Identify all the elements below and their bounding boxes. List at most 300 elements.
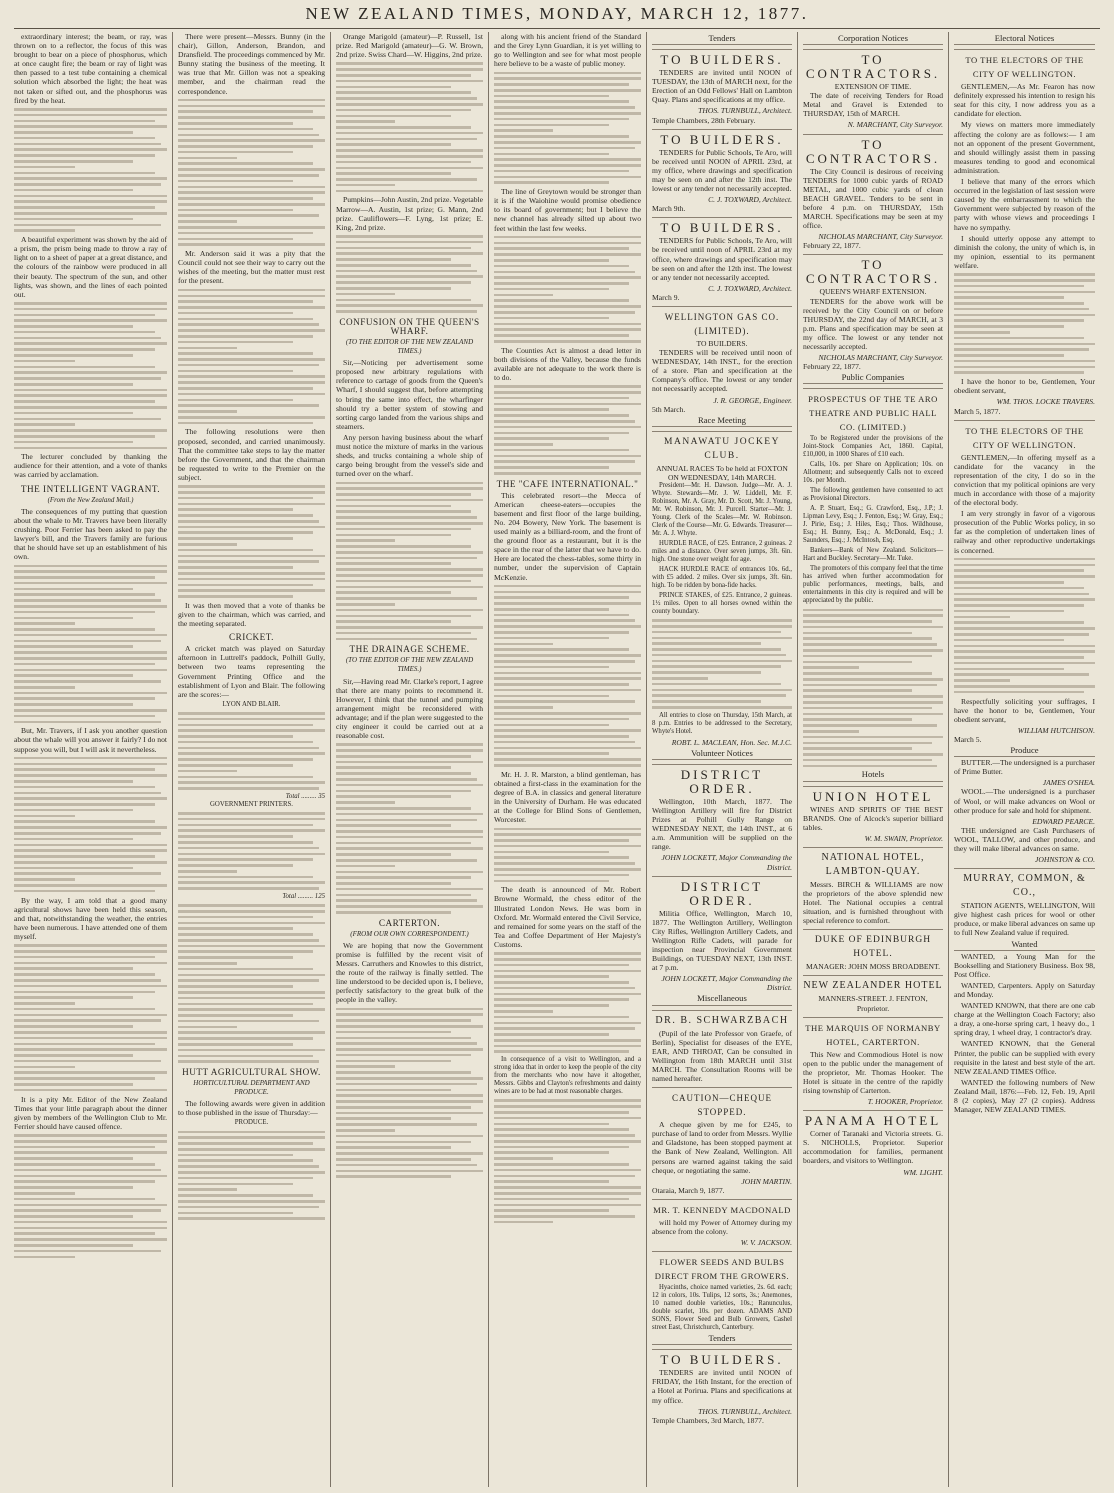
text-line (178, 128, 313, 131)
text-line (336, 824, 451, 827)
text-line (494, 683, 629, 686)
text-line (14, 1014, 167, 1017)
text-line (336, 499, 483, 502)
text-line (14, 189, 133, 192)
text-line (336, 597, 477, 600)
text-line (178, 1188, 237, 1191)
text-line (494, 747, 641, 750)
ad-heading: MANAWATU JOCKEY CLUB. (652, 431, 792, 463)
text-line (14, 435, 155, 438)
text-line (336, 545, 471, 548)
text-lines (954, 273, 1095, 374)
text-line (494, 247, 629, 250)
ad-signature: N. MARCHANT, City Surveyor. (847, 120, 943, 130)
text-line (494, 1016, 629, 1019)
text-line (494, 648, 629, 651)
text-line (178, 847, 319, 850)
score-heading: GOVERNMENT PRINTERS. (210, 800, 293, 808)
text-line (652, 625, 792, 628)
text-lines (178, 289, 325, 425)
text-line (494, 1146, 629, 1149)
paragraph: along with his ancient friend of the Standard and the Grey Lynn Guardian, it is yet willing to go to Wellington and see for what most people here believe to be a waste of public money. (494, 32, 641, 69)
ad-subheading: EXTENSION OF TIME. (834, 82, 912, 92)
text-line (494, 1105, 641, 1108)
ad-text: The following gentlemen have consented to act as Provisional Directors. (803, 487, 943, 503)
article-subtitle: HORTICULTURAL DEPARTMENT AND PRODUCE. (193, 1079, 310, 1097)
text-line (178, 812, 325, 815)
text-line (14, 125, 167, 128)
text-line (178, 853, 325, 856)
text-line (14, 1209, 161, 1212)
text-line (494, 706, 553, 709)
text-line (336, 516, 477, 519)
text-line (954, 325, 1064, 328)
text-line (494, 998, 629, 1001)
text-line (14, 605, 167, 608)
text-line (14, 991, 155, 994)
text-line (336, 522, 483, 525)
article-title: THE "CAFE INTERNATIONAL." (496, 478, 639, 489)
text-line (14, 588, 133, 591)
text-line (178, 922, 325, 925)
text-line (336, 790, 471, 793)
article-subtitle: (TO THE EDITOR OF THE NEW ZEALAND TIMES.) (345, 337, 474, 356)
text-line (14, 867, 133, 870)
text-line (14, 1163, 155, 1166)
section-header: Public Companies (803, 373, 943, 384)
text-line (178, 381, 325, 384)
text-line (178, 589, 325, 592)
ad-heading: MR. T. KENNEDY MACDONALD (652, 1199, 792, 1217)
text-line (14, 576, 155, 579)
ad-signature: NICHOLAS MARCHANT, City Surveyor. (818, 353, 943, 363)
text-line (14, 686, 75, 689)
ad-heading: DR. B. SCHWARZBACH (652, 1010, 792, 1028)
text-line (336, 178, 477, 181)
text-line (336, 80, 483, 83)
text-line (178, 289, 325, 292)
text-line (494, 666, 609, 669)
text-line (336, 1060, 451, 1063)
text-line (14, 703, 133, 706)
text-line (14, 1037, 167, 1040)
text-line (336, 1031, 451, 1034)
ad-text: TENDERS are invited until NOON of FRIDAY, the 16th Instant, for the erection of a Hotel at Porirua. Plans and specifications at my office. (652, 1368, 792, 1405)
text-line (336, 638, 477, 641)
text-line (14, 337, 161, 340)
text-line (803, 736, 943, 739)
text-line (652, 700, 761, 703)
text-line (178, 560, 319, 563)
text-line (178, 991, 325, 994)
ad-text: will hold my Power of Attorney during my absence from the colony. (652, 1217, 792, 1236)
text-line (14, 418, 161, 421)
text-line (652, 654, 786, 657)
text-line (178, 595, 293, 598)
text-line (954, 598, 1095, 601)
text-line (336, 1170, 483, 1173)
text-line (178, 572, 325, 575)
ad-text: A. P. Stuart, Esq.; G. Crawford, Esq., J.P.; J. Lipman Levy, Esq.; J. Fenton, Esq.; W. Gray, Esq.; J. Pirie, Esq.; J. Hiles, Esq.; Thos. Wildhouse, Esq.; H. Bunny, Esq.; A. McDonald, Esq.; J. Saunders, Esq.; J. McIntosh, Esq. (803, 505, 943, 545)
text-line (336, 591, 451, 594)
ad-text: Corner of Taranaki and Victoria streets. G. S. NICHOLLS, Proprietor. Superior accommodation for families, permanent boarders, and visitors to Wellington. (803, 1129, 943, 1166)
text-line (14, 582, 167, 585)
text-line (494, 1033, 609, 1036)
text-line (494, 305, 641, 308)
text-line (494, 1027, 635, 1030)
text-line (336, 836, 483, 839)
text-line (14, 786, 155, 789)
text-line (14, 224, 161, 227)
text-line (178, 209, 293, 212)
text-line (494, 1180, 609, 1183)
ad-heading: TO THE ELECTORS OF THE CITY OF WELLINGTON. (954, 49, 1095, 81)
text-lines (494, 952, 641, 1053)
text-line (14, 114, 167, 117)
text-line (178, 741, 313, 744)
text-line (494, 147, 635, 150)
text-line (494, 106, 635, 109)
text-line (803, 713, 943, 716)
text-line (494, 299, 629, 302)
text-line (954, 285, 1084, 288)
text-line (14, 967, 133, 970)
text-line (336, 568, 483, 571)
text-line (494, 856, 629, 859)
text-line (178, 904, 325, 907)
text-line (494, 828, 641, 831)
ad-text: TENDERS for Public Schools, Te Aro, will be received until NOON of APRIL 23rd, at my office, where drawings and specification may be seen on and after the 12th inst. The lowest or any tender not necessarily accepted. (652, 147, 792, 194)
ad-text: GENTLEMEN,—In offering myself as a candidate for the vacancy in the representation of the city, I do so in the conviction that my political opinions are very much in accordance with those of a majority of the electoral body. (954, 452, 1095, 508)
text-line (14, 844, 167, 847)
text-line (178, 870, 237, 873)
text-line (803, 643, 937, 646)
ad-text: WOOL.—The undersigned is a purchaser of Wool, or will make advances on Wool or other produce for sale and hold for shipment. (954, 787, 1095, 815)
text-line (954, 308, 1089, 311)
text-line (803, 689, 912, 692)
text-line (14, 400, 155, 403)
text-line (14, 645, 133, 648)
ad-heading: UNION HOTEL (803, 786, 943, 804)
article-title: THE INTELLIGENT VAGRANT. (20, 483, 161, 494)
text-line (803, 614, 943, 617)
text-line (336, 1129, 395, 1132)
text-line (14, 429, 167, 432)
text-line (14, 200, 167, 203)
text-line (494, 654, 641, 657)
text-line (336, 270, 477, 273)
text-line (336, 1048, 483, 1051)
text-line (178, 508, 293, 511)
article-subtitle: (FROM OUR OWN CORRESPONDENT.) (350, 929, 469, 938)
text-line (336, 795, 451, 798)
ad-heading: WELLINGTON GAS CO. (LIMITED). (652, 306, 792, 338)
text-line (14, 383, 133, 386)
text-line (336, 574, 483, 577)
text-line (336, 778, 477, 781)
text-line (336, 1158, 471, 1161)
text-line (178, 818, 325, 821)
text-line (336, 235, 483, 238)
text-line (803, 759, 932, 762)
paragraph: Any person having business about the wharf must notice the mixture of marks in the various sheds, and trucks containing a whole ship of cargo being brought from the vessel's side and turned over on the wharf. (336, 432, 483, 479)
text-line (14, 1215, 133, 1218)
text-line (336, 293, 395, 296)
text-line (954, 621, 1084, 624)
text-line (336, 167, 483, 170)
column-2 (172, 32, 330, 1487)
text-line (494, 993, 641, 996)
text-line (14, 1134, 167, 1137)
ad-heading: TO BUILDERS. (652, 217, 792, 235)
text-line (178, 735, 293, 738)
text-line (803, 724, 937, 727)
text-line (494, 271, 635, 274)
text-line (336, 247, 471, 250)
text-line (14, 663, 155, 666)
text-line (14, 441, 133, 444)
ad-heading: TO BUILDERS. (652, 1349, 792, 1367)
text-line (336, 899, 477, 902)
text-line (494, 845, 641, 848)
ad-subheading: QUEEN'S WHARF EXTENSION. (819, 287, 927, 297)
text-line (954, 662, 1095, 665)
ad-text: WANTED, Carpenters. Apply on Saturday and Monday. (954, 980, 1095, 999)
text-line (336, 539, 395, 542)
text-line (494, 118, 629, 121)
paragraph: A cricket match was played on Saturday afternoon in Luttrell's paddock, Polhill Gully, between two teams representing the Government Printing Office and the establishment of Lyon and Blair. The following are the scores:— (178, 644, 325, 699)
paragraph: extraordinary interest; the beam, or ray, was thrown on to a reflector, the focus of this was brought to bear on a piece of phosphorus, which at once caught fire; the beam or ray of light was then passed to a test tube containing a chemical solution which absorbed the light; the heat was not taken or sifted out, and the phosphorus was fired by the heat. (14, 32, 167, 105)
text-line (14, 680, 161, 683)
text-line (178, 1171, 325, 1174)
text-line (494, 408, 609, 411)
ad-signature: ROBT. L. MACLEAN, Hon. Sec. M.J.C. (671, 737, 792, 747)
text-line (178, 1014, 293, 1017)
text-line (336, 505, 451, 508)
text-line (14, 1221, 167, 1224)
paragraph: But, Mr. Travers, if I ask you another question about the whale will you answer it fairly? I do not suppose you will, but I will ask it nevertheless. (14, 726, 167, 754)
text-line (178, 887, 319, 890)
text-line (14, 319, 167, 322)
ad-signature: JOHNSTON & CO. (1035, 855, 1095, 865)
text-line (336, 609, 483, 612)
text-line (178, 927, 293, 930)
ad-signature: J. R. GEORGE, Engineer. (713, 395, 792, 405)
text-line (178, 1136, 325, 1139)
ad-signature: C. J. TOXWARD, Architect. (708, 195, 792, 205)
text-lines (14, 302, 167, 449)
text-line (652, 671, 761, 674)
ad-text: I believe that many of the errors which occurred in the legislation of last session were caused by the embarrassment to which the Government were subjected by reason of the party with whose views and proceedings I have no sympathy. (954, 177, 1095, 232)
text-line (336, 911, 451, 914)
text-line (336, 1042, 477, 1045)
text-line (494, 158, 641, 161)
text-line (494, 964, 629, 967)
text-line (178, 220, 237, 223)
ad-text: TENDERS will be received until noon of WEDNESDAY, 14th INST., for the erection of a store. Plan and specification at the Company's office. The lowest or any tender not necessarily accepted. (652, 348, 792, 394)
ad-text: STATION AGENTS, WELLINGTON, Will give highest cash prices for wool or other produce, or make liberal advances on same up to full New Zealand value if required. (954, 901, 1095, 938)
text-lines (14, 108, 167, 232)
ad-text: Respectfully soliciting your suffrages, I have the honor to be, Gentlemen, Your obedient servant, (954, 696, 1095, 724)
text-line (494, 170, 629, 173)
text-line (652, 631, 781, 634)
text-line (178, 747, 319, 750)
section-header: Volunteer Notices (652, 749, 792, 760)
text-line (336, 510, 471, 513)
text-line (14, 640, 161, 643)
text-line (178, 399, 293, 402)
text-line (494, 1134, 635, 1137)
ad-heading: CAUTION—CHEQUE STOPPED. (652, 1087, 792, 1119)
text-line (178, 985, 293, 988)
text-line (14, 809, 133, 812)
text-line (494, 1004, 609, 1007)
text-line (494, 718, 629, 721)
ad-text: THE undersigned are Cash Purchasers of WOOL, TALLOW, and other produce, and they will make liberal advances on same. (954, 825, 1095, 853)
text-line (494, 585, 641, 588)
text-line (178, 323, 319, 326)
text-line (652, 648, 781, 651)
text-line (14, 890, 155, 893)
section-header: Race Meeting (652, 416, 792, 427)
text-line (336, 905, 483, 908)
text-line (336, 871, 483, 874)
text-line (336, 310, 477, 313)
text-line (336, 74, 471, 77)
ad-text: The promoters of this company feel that the time has arrived when further accommodation for public performances, meetings, balls, and entertainments in this city is required and will be appreciated by the public. (803, 565, 943, 605)
section-header: Tenders (652, 34, 792, 45)
ad-text: TENDERS for the above work will be received by the City Council on or before THURSDAY, the 22nd day of MARCH, at 3 p.m. Plans and specification may be seen at my office. The lowest or any tender not necessarily accepted. (803, 296, 943, 351)
text-line (336, 1123, 477, 1126)
text-line (14, 1019, 161, 1022)
text-line (336, 172, 451, 175)
ad-text: (Pupil of the late Professor von Graefe, of Berlin), Specialist for diseases of the EYE, EAR, AND THROAT, Can be consulted in Wellington from 18th MARCH until 31st MARCH. The Consultation Rooms will be named hereafter. (652, 1028, 792, 1084)
text-line (336, 626, 483, 629)
text-lines (494, 585, 641, 767)
text-line (14, 593, 155, 596)
text-line (803, 661, 912, 664)
text-lines (803, 609, 943, 768)
article-subtitle: (TO THE EDITOR OF THE NEW ZEALAND TIMES.) (345, 656, 474, 674)
text-line (954, 679, 1010, 682)
text-line (652, 637, 792, 640)
text-line (336, 620, 451, 623)
text-line (178, 1194, 313, 1197)
text-line (336, 586, 483, 589)
text-line (954, 685, 1095, 688)
text-line (178, 974, 325, 977)
text-line (494, 631, 629, 634)
text-line (494, 1198, 629, 1201)
ad-text: Calls, 10s. per Share on Application; 10s. on Allotment; and subsequently Calls not to exceed 10s. per Month. (803, 461, 943, 485)
text-line (14, 172, 155, 175)
text-line (14, 820, 155, 823)
ad-signature: THOS. TURNBULL, Architect. (698, 1406, 792, 1416)
text-line (494, 1221, 553, 1224)
text-line (494, 643, 553, 646)
text-line (494, 294, 553, 297)
text-line (178, 864, 293, 867)
text-line (494, 164, 641, 167)
ad-text: BUTTER.—The undersigned is a purchaser of Prime Butter. (954, 758, 1095, 777)
ad-text: Militia Office, Wellington, March 10, 1877. The Wellington Artillery, Wellington City Rifles, Wellington Artillery Cadets, and Wellington Rifle Cadets, will parade for inspection near Provincial Government Buildings, on TUESDAY NEXT, 13th INST. at 7 p.m. (652, 908, 792, 973)
text-line (954, 296, 1064, 299)
ad-signature: JOHN MARTIN. (741, 1176, 792, 1186)
text-line (803, 718, 912, 721)
text-line (178, 191, 325, 194)
text-line (336, 252, 483, 255)
text-line (178, 1003, 313, 1006)
text-lines (178, 1131, 325, 1220)
text-line (494, 874, 629, 877)
text-line (954, 366, 1095, 369)
text-line (652, 619, 792, 622)
text-line (178, 300, 313, 303)
text-line (178, 916, 313, 919)
text-line (14, 878, 75, 881)
ad-subheading: MANAGER: JOHN MOSS BROADBENT. (805, 962, 941, 972)
text-line (178, 997, 325, 1000)
text-line (178, 1020, 319, 1023)
text-line (336, 155, 483, 158)
text-line (14, 371, 167, 374)
text-line (494, 660, 635, 663)
text-line (178, 226, 325, 229)
text-line (14, 757, 167, 760)
text-line (803, 747, 912, 750)
ad-date: Temple Chambers, 3rd March, 1877. (652, 1415, 764, 1425)
text-lines (336, 62, 483, 192)
text-line (178, 243, 325, 246)
text-line (178, 718, 325, 721)
text-line (14, 331, 155, 334)
text-line (178, 404, 319, 407)
ad-text: WANTED KNOWN, that there are one cab charge at the Wellington Coach Factory; also a dray, a one-horse spring cart, 1 heavy do., 1 spring dray, 1 wheel dray, 1 contractor's dray. (954, 1001, 1095, 1038)
paragraph: Orange Marigold (amateur)—P. Russell, 1st prize. Red Marigold (amateur)—G. W. Brown, 2nd prize. Swiss Chard—W. Higgins, 2nd prize. (336, 32, 483, 60)
text-line (336, 784, 483, 787)
text-line (14, 212, 167, 215)
ad-date: March 5. (954, 734, 982, 744)
text-line (954, 337, 1084, 340)
text-lines (14, 1134, 167, 1258)
article-title: CRICKET. (229, 632, 274, 643)
text-line (178, 1131, 325, 1134)
column-6 (797, 32, 948, 1487)
text-line (336, 562, 451, 565)
text-line (803, 632, 912, 635)
text-line (178, 341, 293, 344)
text-line (336, 62, 483, 65)
text-line (178, 122, 293, 125)
text-line (14, 570, 167, 573)
text-line (336, 1054, 471, 1057)
ad-heading: PROSPECTUS OF THE TE ARO THEATRE AND PUBLIC HALL CO. (LIMITED.) (803, 388, 943, 434)
text-line (494, 135, 629, 138)
paragraph: The following resolutions were then proposed, seconded, and carried unanimously. That the committee take steps to lay the matter before the Government, and that the chairman be requested to write to the Premier on the subject. (178, 427, 325, 482)
text-line (336, 1106, 471, 1109)
text-line (336, 1152, 483, 1155)
text-line (178, 1049, 325, 1052)
text-line (803, 655, 932, 658)
ad-heading: MURRAY, COMMON, & CO., (954, 868, 1095, 900)
text-line (494, 1204, 641, 1207)
text-line (14, 160, 133, 163)
ad-heading: DISTRICT ORDER. (652, 876, 792, 908)
text-line (178, 168, 325, 171)
column-1 (14, 32, 172, 1487)
ad-text: This New and Commodious Hotel is now open to the public under the management of the proprietor, Mr. Thomas Hooker. The Hotel is situate in the centre of the rapidly rising township of Carterton. (803, 1049, 943, 1095)
text-line (494, 1111, 629, 1114)
